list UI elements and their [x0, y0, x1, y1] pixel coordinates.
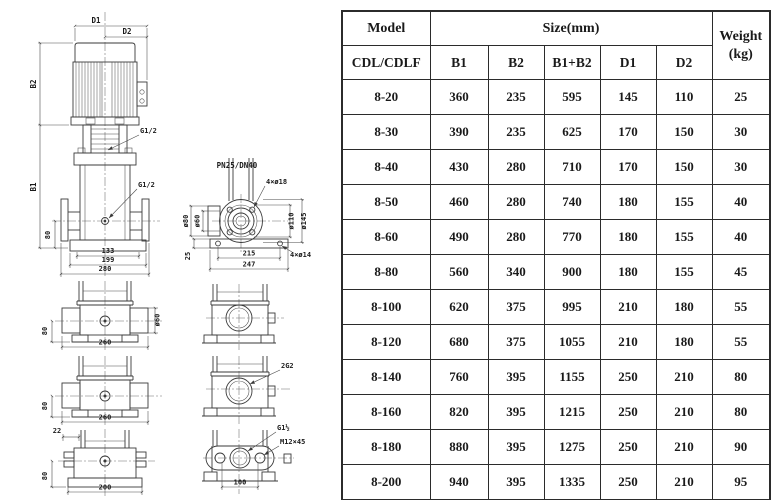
table-cell-d1: 180 — [600, 255, 656, 290]
table-cell-model: 8-120 — [342, 325, 430, 360]
header-weight-line1: Weight — [719, 29, 763, 44]
table-cell-b1b2: 710 — [544, 150, 600, 185]
dim-label-b2: B2 — [29, 79, 38, 89]
dim-label-dia60: ø60 — [153, 313, 162, 327]
dim-label-width: 100 — [233, 478, 247, 487]
table-cell-d2: 210 — [656, 360, 712, 395]
dim-label-199: 199 — [101, 256, 115, 264]
dim-label-dia80: ø80 — [182, 214, 190, 228]
table-cell-b2: 340 — [488, 255, 544, 290]
table-cell-b2: 235 — [488, 115, 544, 150]
table-cell-model: 8-140 — [342, 360, 430, 395]
table-cell-d2: 210 — [656, 430, 712, 465]
coupling-lantern — [83, 125, 127, 153]
dim-label-80: 80 — [44, 230, 52, 240]
table-row — [342, 430, 770, 465]
dim-label-height: 80 — [41, 401, 49, 411]
table-cell-w: 80 — [712, 360, 770, 395]
header-weight — [712, 11, 770, 80]
table-cell-d2: 155 — [656, 220, 712, 255]
table-cell-w: 80 — [712, 395, 770, 430]
dim-label-width: 260 — [98, 413, 112, 422]
side-pipe — [130, 308, 148, 333]
table-cell-d1: 180 — [600, 185, 656, 220]
table-cell-b1: 620 — [430, 290, 488, 325]
table-cell-b1b2: 1055 — [544, 325, 600, 360]
base-view-3 — [41, 427, 155, 496]
suction-flange — [61, 199, 68, 241]
dim-label-280: 280 — [98, 265, 112, 273]
table-row — [342, 220, 770, 255]
table-cell-w: 45 — [712, 255, 770, 290]
table-cell-b2: 375 — [488, 290, 544, 325]
side-pipe — [130, 383, 148, 408]
table-cell-model: 8-200 — [342, 465, 430, 500]
dim-label-dia110: ø110 — [287, 212, 296, 230]
side-bolt — [136, 452, 146, 458]
plug — [268, 386, 275, 396]
base-view-1 — [41, 281, 162, 350]
table-cell-model: 8-30 — [342, 115, 430, 150]
table-cell-b1b2: 995 — [544, 290, 600, 325]
table-cell-d2: 210 — [656, 465, 712, 500]
table-row — [342, 465, 770, 500]
table-cell-b1: 460 — [430, 185, 488, 220]
dim-label-d2: D2 — [122, 27, 132, 36]
table-cell-b1: 940 — [430, 465, 488, 500]
table-cell-d2: 180 — [656, 290, 712, 325]
table-cell-b2: 395 — [488, 430, 544, 465]
table-cell-d2: 155 — [656, 185, 712, 220]
table-cell-b1: 360 — [430, 80, 488, 115]
table-cell-w: 90 — [712, 430, 770, 465]
table-cell-w: 30 — [712, 150, 770, 185]
table-cell-b1b2: 1215 — [544, 395, 600, 430]
table-cell-model: 8-180 — [342, 430, 430, 465]
port-view-2 — [202, 356, 294, 424]
table-cell-b1b2: 625 — [544, 115, 600, 150]
table-row — [342, 360, 770, 395]
port-view-1 — [202, 284, 284, 350]
port-label-g12-top: G1/2 — [140, 127, 157, 135]
dim-label-width: 200 — [98, 483, 112, 492]
table-cell-b1: 490 — [430, 220, 488, 255]
table-cell-w: 25 — [712, 80, 770, 115]
table-cell-model: 8-80 — [342, 255, 430, 290]
table-row — [342, 185, 770, 220]
table-row — [342, 325, 770, 360]
table-row — [342, 80, 770, 115]
table-cell-w: 40 — [712, 220, 770, 255]
port-label-g12-side: G1/2 — [138, 181, 155, 189]
flange-top-view — [182, 158, 311, 272]
header-size: Size(mm) — [430, 11, 712, 46]
side-pipe — [62, 383, 80, 408]
table-cell-w: 40 — [712, 185, 770, 220]
dim-label-247: 247 — [242, 260, 256, 269]
table-cell-b2: 280 — [488, 185, 544, 220]
table-cell-b2: 395 — [488, 465, 544, 500]
table-cell-model: 8-50 — [342, 185, 430, 220]
dim-label-dia60: ø60 — [193, 214, 202, 228]
table-cell-d1: 250 — [600, 430, 656, 465]
table-cell-d2: 150 — [656, 150, 712, 185]
table-cell-b1: 560 — [430, 255, 488, 290]
table-cell-b1b2: 1275 — [544, 430, 600, 465]
side-bolt — [64, 461, 74, 467]
table-body — [342, 80, 770, 500]
discharge-flange — [142, 199, 149, 241]
header-b2: B2 — [488, 46, 544, 80]
base-plate-hole — [216, 241, 221, 246]
table-cell-d2: 180 — [656, 325, 712, 360]
table-row — [342, 255, 770, 290]
dim-label-215: 215 — [242, 249, 256, 258]
table-cell-b2: 280 — [488, 150, 544, 185]
table-cell-b2: 280 — [488, 220, 544, 255]
table-cell-b1: 760 — [430, 360, 488, 395]
table-cell-model: 8-100 — [342, 290, 430, 325]
table-row — [342, 150, 770, 185]
table-cell-d2: 110 — [656, 80, 712, 115]
table-cell-b1: 880 — [430, 430, 488, 465]
dimensions-table — [341, 10, 771, 500]
table-cell-d1: 210 — [600, 325, 656, 360]
dim-label-d1: D1 — [91, 16, 101, 25]
table-cell-w: 55 — [712, 290, 770, 325]
base-plate-hole — [278, 241, 283, 246]
table-cell-b1: 390 — [430, 115, 488, 150]
port-view-3 — [202, 424, 305, 494]
table-cell-b1: 680 — [430, 325, 488, 360]
table-cell-w: 55 — [712, 325, 770, 360]
pump-front-view — [29, 12, 160, 277]
table-row — [342, 395, 770, 430]
table-cell-b1b2: 770 — [544, 220, 600, 255]
table-cell-d1: 250 — [600, 395, 656, 430]
table-cell-b1b2: 595 — [544, 80, 600, 115]
port-thread-label: 2G2 — [281, 362, 294, 370]
table-row — [342, 290, 770, 325]
table-cell-model: 8-20 — [342, 80, 430, 115]
flange-rating-label: PN25/DN40 — [216, 161, 258, 170]
table-cell-model: 8-60 — [342, 220, 430, 255]
table-cell-d1: 145 — [600, 80, 656, 115]
dim-label-133: 133 — [101, 247, 115, 255]
table-row — [342, 115, 770, 150]
pump-technical-drawing — [0, 0, 345, 500]
header-b1: B1 — [430, 46, 488, 80]
flange-base-plate — [210, 239, 288, 248]
table-cell-w: 95 — [712, 465, 770, 500]
table-cell-d1: 170 — [600, 150, 656, 185]
motor-fins — [76, 62, 133, 117]
table-cell-d1: 170 — [600, 115, 656, 150]
table-cell-b1: 820 — [430, 395, 488, 430]
terminal-box — [137, 82, 147, 106]
header-model-series: CDL/CDLF — [342, 46, 430, 80]
table-cell-b1b2: 1335 — [544, 465, 600, 500]
dim-label-height: 80 — [41, 326, 49, 336]
table-cell-d1: 250 — [600, 465, 656, 500]
header-d2: D2 — [656, 46, 712, 80]
table-cell-b2: 395 — [488, 395, 544, 430]
table-cell-b1b2: 1155 — [544, 360, 600, 395]
dim-label-dia145: ø145 — [300, 212, 308, 230]
table-cell-d2: 150 — [656, 115, 712, 150]
dim-label-height: 80 — [41, 471, 49, 481]
table-cell-b1b2: 740 — [544, 185, 600, 220]
side-bolt — [136, 461, 146, 467]
table-cell-d2: 155 — [656, 255, 712, 290]
table-cell-b1: 430 — [430, 150, 488, 185]
header-model: Model — [342, 11, 430, 46]
bolt-hole-label: 4×ø18 — [266, 178, 288, 186]
header-weight-line2: (kg) — [728, 46, 753, 62]
header-d1: D1 — [600, 46, 656, 80]
dim-label-22: 22 — [52, 427, 62, 435]
base-view-2 — [41, 356, 162, 425]
bolt-label: M12×45 — [280, 438, 306, 446]
plug — [284, 454, 291, 463]
dim-label-25: 25 — [184, 251, 192, 261]
table-cell-d1: 250 — [600, 360, 656, 395]
table-cell-b2: 395 — [488, 360, 544, 395]
table-cell-model: 8-40 — [342, 150, 430, 185]
side-bolt — [64, 452, 74, 458]
header-b1b2: B1+B2 — [544, 46, 600, 80]
table-cell-b2: 375 — [488, 325, 544, 360]
dim-label-width: 260 — [98, 338, 112, 347]
table-cell-model: 8-160 — [342, 395, 430, 430]
table-cell-b1b2: 900 — [544, 255, 600, 290]
table-cell-d2: 210 — [656, 395, 712, 430]
base-hole-label: 4×ø14 — [290, 251, 312, 259]
thread-label: G1½ — [277, 424, 290, 432]
side-pipe — [62, 308, 80, 333]
table-cell-d1: 210 — [600, 290, 656, 325]
dim-label-b1: B1 — [29, 182, 38, 192]
table-cell-b2: 235 — [488, 80, 544, 115]
table-cell-d1: 180 — [600, 220, 656, 255]
table-cell-w: 30 — [712, 115, 770, 150]
